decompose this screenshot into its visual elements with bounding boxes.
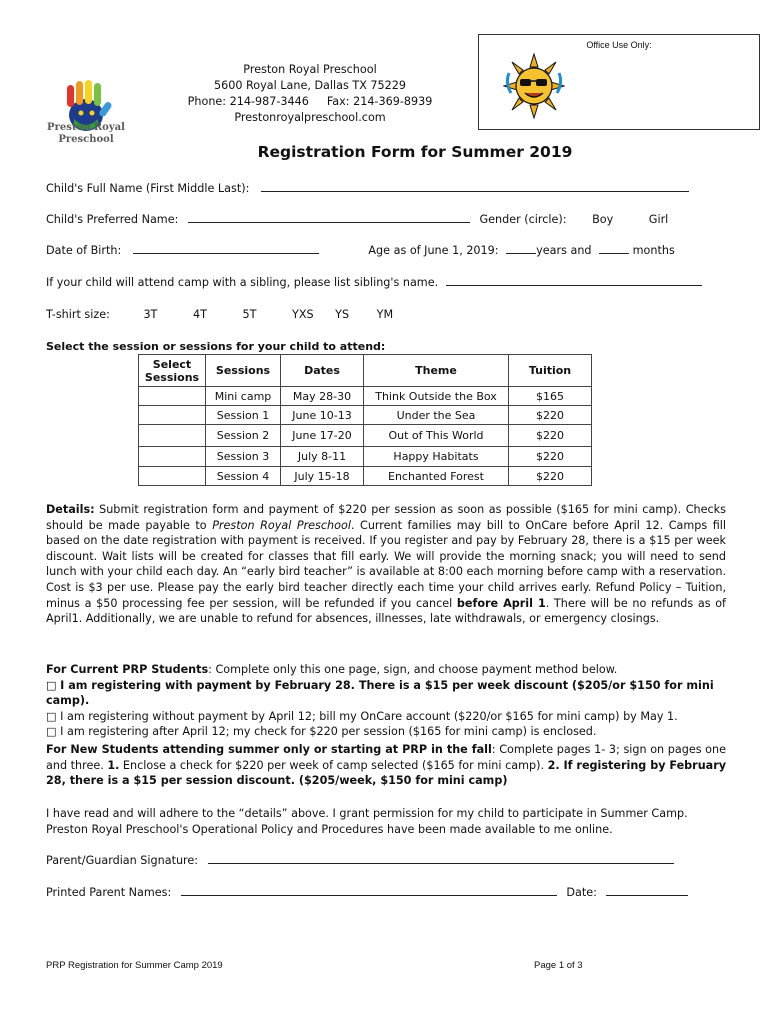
session-select-cell[interactable]	[139, 447, 206, 467]
footer-left: PRP Registration for Summer Camp 2019	[46, 960, 223, 971]
sibling-row	[46, 276, 746, 289]
date-label: Date:	[566, 886, 597, 899]
sun-icon	[503, 53, 565, 119]
session-tuition: $220	[509, 467, 592, 486]
school-street-address: 5600 Royal Lane, Dallas TX 75229	[213, 79, 407, 92]
details-text-3: . There will be no refunds as of April1. Additionally, we are unable to refund for absences, illnesses, late withdrawals, or emergency closings.	[46, 596, 726, 626]
session-theme: Think Outside the Box	[364, 387, 509, 406]
printed-names-label: Printed Parent Names:	[46, 886, 172, 899]
sibling-label: If your child will attend camp with a sibling, please list sibling's name.	[46, 276, 439, 289]
details-text-2: . Current families may bill to OnCare before April 12. Camps fill based on the date registration with payment is received. If you register and pay by February 28, there is a $15 per week discount. Wait lists will be created for classes that fill early. We will provide the morning snack; you will need to send lunch with your child each day. An “early bird teacher” is available at 8:00 each morning before camp with a reservation. Cost is $3 per use. Please pay the early bird teacher directly each time your child arrives early. Refund Policy – Tuition, minus a $50 processing fee per session, will be refunded if you cancel	[46, 518, 726, 610]
table-row	[139, 406, 592, 425]
payment-option-3[interactable]	[46, 724, 736, 740]
office-use-box	[478, 34, 760, 130]
agreement-paragraph: I have read and will adhere to the “details” above. I grant permission for my child to participate in Summer Camp. Preston Royal Preschool's Operational Policy and Procedures have been made available to me online.	[46, 807, 688, 836]
age-years-field[interactable]	[506, 252, 536, 254]
table-row	[139, 387, 592, 406]
session-theme: Happy Habitats	[364, 447, 509, 467]
date-field[interactable]	[606, 894, 688, 896]
current-students-intro	[46, 662, 736, 678]
payment-option-3-text: I am registering after April 12; my check for $220 per session ($165 for mini camp) is enclosed.	[60, 725, 597, 739]
details-label: Details:	[46, 503, 95, 516]
tshirt-size-yxs[interactable]: YXS	[291, 308, 314, 321]
new-students-step-1: 1.	[107, 758, 120, 772]
school-phone: Phone: 214-987-3446	[187, 95, 309, 108]
session-theme: Enchanted Forest	[364, 467, 509, 486]
school-fax: Fax: 214-369-8939	[326, 95, 433, 108]
printed-names-row	[46, 886, 746, 899]
dob-row	[46, 244, 746, 257]
school-name: Preston Royal Preschool	[243, 63, 377, 76]
new-students-text-1: : Complete pages 1- 3; sign on pages one and three.	[46, 743, 726, 772]
sessions-table	[138, 354, 592, 486]
session-dates: June 10-13	[281, 406, 364, 425]
printed-names-field[interactable]	[181, 894, 557, 896]
child-name-row	[46, 182, 726, 195]
age-months-label: months	[632, 244, 675, 257]
session-name: Session 4	[206, 467, 281, 486]
col-sessions: Sessions	[206, 355, 281, 387]
logo-line-2: Preschool	[58, 134, 114, 145]
footer-page-number: Page 1 of 3	[534, 960, 583, 971]
payment-option-1-text: I am registering with payment by February 28. There is a $15 per week discount ($205/or $150 for mini camp).	[46, 678, 714, 708]
tshirt-label: T-shirt size:	[46, 308, 110, 321]
session-tuition: $220	[509, 425, 592, 447]
session-dates: May 28-30	[281, 387, 364, 406]
details-refund-deadline: before April 1	[456, 596, 546, 610]
school-logo-text	[36, 122, 136, 146]
age-label: Age as of June 1, 2019:	[368, 244, 499, 257]
age-months-field[interactable]	[599, 252, 629, 254]
parent-signature-field[interactable]	[208, 862, 674, 864]
session-theme: Under the Sea	[364, 406, 509, 425]
session-name: Session 2	[206, 425, 281, 447]
session-name: Session 1	[206, 406, 281, 425]
col-theme: Theme	[364, 355, 509, 387]
payment-option-2[interactable]	[46, 709, 736, 725]
session-tuition: $165	[509, 387, 592, 406]
session-tuition: $220	[509, 406, 592, 425]
current-students-label: For Current PRP Students	[46, 663, 209, 676]
sibling-field[interactable]	[446, 284, 702, 286]
session-name: Mini camp	[206, 387, 281, 406]
session-theme: Out of This World	[364, 425, 509, 447]
preferred-name-row	[46, 213, 746, 226]
session-dates: July 8-11	[281, 447, 364, 467]
tshirt-size-5t[interactable]: 5T	[242, 308, 257, 321]
new-students-text-2: Enclose a check for $220 per week of camp selected ($165 for mini camp).	[119, 758, 548, 772]
table-row	[139, 447, 592, 467]
table-row	[139, 467, 592, 486]
session-select-cell[interactable]	[139, 406, 206, 425]
parent-signature-row	[46, 854, 746, 867]
details-text-1: Submit registration form and payment of $220 per session as soon as possible ($165 for mini camp). Checks should be made payable to	[46, 503, 726, 532]
tshirt-size-4t[interactable]: 4T	[192, 308, 207, 321]
session-tuition: $220	[509, 447, 592, 467]
session-name: Session 3	[206, 447, 281, 467]
sessions-header-row	[139, 355, 592, 387]
checkbox-icon[interactable]: □	[46, 678, 57, 692]
current-students-instructions: : Complete only this one page, sign, and choose payment method below.	[208, 663, 618, 676]
child-name-field[interactable]	[261, 190, 689, 192]
school-address-block	[170, 62, 450, 126]
payment-option-2-text: I am registering without payment by April 12; bill my OnCare account ($220/or $165 for mini camp) by May 1.	[60, 709, 678, 723]
sessions-heading: Select the session or sessions for your child to attend:	[46, 340, 386, 353]
tshirt-size-ys[interactable]: YS	[335, 308, 350, 321]
checkbox-icon[interactable]: □	[46, 709, 57, 723]
new-students-paragraph	[46, 742, 726, 789]
school-phone-fax	[170, 94, 450, 110]
payment-option-1[interactable]	[46, 678, 736, 709]
gender-label: Gender (circle):	[479, 213, 567, 226]
session-select-cell[interactable]	[139, 387, 206, 406]
session-select-cell[interactable]	[139, 467, 206, 486]
session-dates: July 15-18	[281, 467, 364, 486]
new-students-step-2: 2. If registering by February 28, there is a $15 per session discount. ($205/week, $150 for mini camp)	[46, 758, 727, 788]
details-paragraph	[46, 502, 726, 627]
school-website: Prestonroyalpreschool.com	[234, 111, 386, 124]
col-tuition: Tuition	[509, 355, 592, 387]
checkbox-icon[interactable]: □	[46, 725, 57, 739]
preferred-name-field[interactable]	[188, 221, 470, 223]
parent-signature-label: Parent/Guardian Signature:	[46, 854, 199, 867]
logo-line-1: Preston Royal	[47, 122, 125, 133]
new-students-label: For New Students attending summer only or starting at PRP in the fall	[46, 743, 492, 756]
preferred-name-label: Child's Preferred Name:	[46, 213, 179, 226]
details-payee: Preston Royal Preschool	[212, 518, 351, 532]
gender-boy-option[interactable]: Boy	[592, 213, 614, 226]
table-row	[139, 425, 592, 447]
tshirt-size-3t[interactable]: 3T	[143, 308, 158, 321]
office-use-label: Office Use Only:	[586, 40, 652, 50]
current-students-section	[46, 662, 736, 740]
age-years-label: years and	[536, 244, 592, 257]
col-dates: Dates	[281, 355, 364, 387]
dob-field[interactable]	[133, 252, 319, 254]
col-select-sessions: Select Sessions	[139, 355, 206, 387]
gender-girl-option[interactable]: Girl	[648, 213, 669, 226]
tshirt-size-ym[interactable]: YM	[376, 308, 394, 321]
child-name-label: Child's Full Name (First Middle Last):	[46, 182, 250, 195]
tshirt-row	[46, 308, 746, 321]
form-title: Registration Form for Summer 2019	[257, 143, 573, 161]
dob-label: Date of Birth:	[46, 244, 122, 257]
session-select-cell[interactable]	[139, 425, 206, 447]
session-dates: June 17-20	[281, 425, 364, 447]
